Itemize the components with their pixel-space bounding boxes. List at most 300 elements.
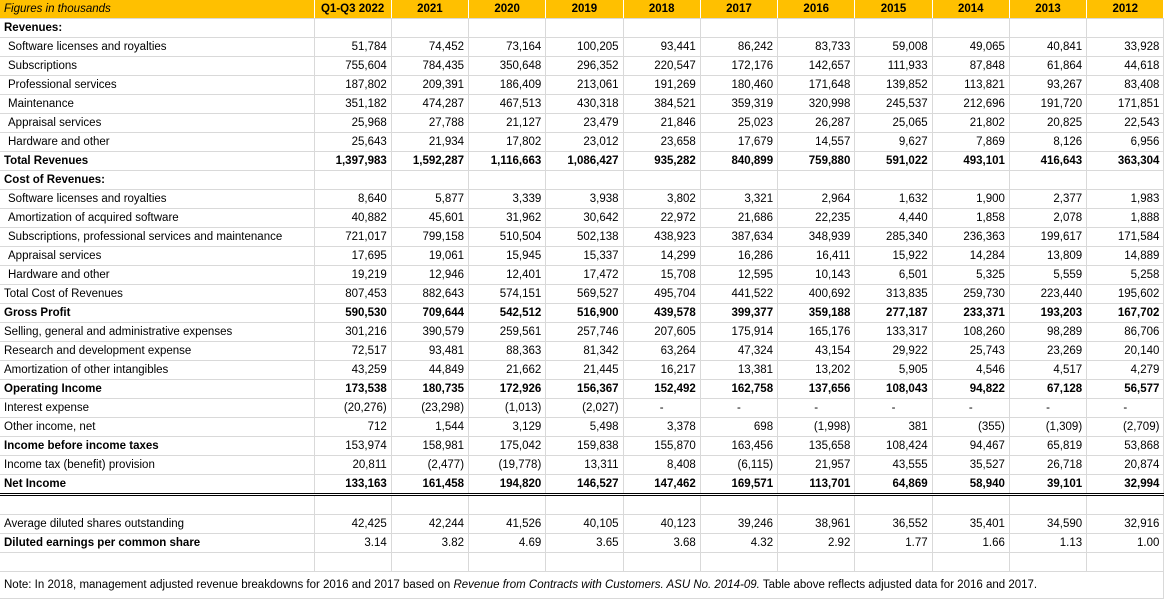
value-cell[interactable]: 33,928 — [1087, 38, 1164, 57]
value-cell[interactable]: 186,409 — [469, 76, 546, 95]
value-cell[interactable]: 83,408 — [1087, 76, 1164, 95]
value-cell[interactable]: 351,182 — [314, 95, 391, 114]
value-cell[interactable]: 98,289 — [1009, 323, 1086, 342]
value-cell[interactable] — [778, 553, 855, 572]
value-cell[interactable] — [855, 19, 932, 38]
value-cell[interactable]: 74,452 — [391, 38, 468, 57]
value-cell[interactable]: 51,784 — [314, 38, 391, 57]
value-cell[interactable]: 158,981 — [391, 437, 468, 456]
value-cell[interactable]: 53,868 — [1087, 437, 1164, 456]
value-cell[interactable]: 8,408 — [623, 456, 700, 475]
value-cell[interactable]: 721,017 — [314, 228, 391, 247]
value-cell[interactable]: 27,788 — [391, 114, 468, 133]
value-cell[interactable]: (1,309) — [1009, 418, 1086, 437]
value-cell[interactable]: 42,425 — [314, 515, 391, 534]
value-cell[interactable]: 8,126 — [1009, 133, 1086, 152]
value-cell[interactable]: 34,590 — [1009, 515, 1086, 534]
row-label[interactable]: Revenues: — [0, 19, 314, 38]
value-cell[interactable]: 44,618 — [1087, 57, 1164, 76]
value-cell[interactable]: 359,188 — [778, 304, 855, 323]
value-cell[interactable]: 799,158 — [391, 228, 468, 247]
value-cell[interactable]: 3,378 — [623, 418, 700, 437]
value-cell[interactable] — [391, 19, 468, 38]
value-cell[interactable]: 45,601 — [391, 209, 468, 228]
value-cell[interactable]: 175,914 — [700, 323, 777, 342]
value-cell[interactable]: (1,998) — [778, 418, 855, 437]
value-cell[interactable] — [314, 19, 391, 38]
value-cell[interactable]: 6,501 — [855, 266, 932, 285]
row-label[interactable]: Software licenses and royalties — [0, 190, 314, 209]
value-cell[interactable]: 400,692 — [778, 285, 855, 304]
value-cell[interactable]: 72,517 — [314, 342, 391, 361]
row-label[interactable]: Hardware and other — [0, 266, 314, 285]
value-cell[interactable]: 43,259 — [314, 361, 391, 380]
value-cell[interactable]: 223,440 — [1009, 285, 1086, 304]
row-label[interactable]: Appraisal services — [0, 114, 314, 133]
value-cell[interactable]: 236,363 — [932, 228, 1009, 247]
row-label[interactable]: Cost of Revenues: — [0, 171, 314, 190]
value-cell[interactable]: 1,592,287 — [391, 152, 468, 171]
value-cell[interactable] — [1087, 495, 1164, 515]
value-cell[interactable]: 5,325 — [932, 266, 1009, 285]
value-cell[interactable]: 81,342 — [546, 342, 623, 361]
value-cell[interactable]: 171,648 — [778, 76, 855, 95]
value-cell[interactable]: 56,577 — [1087, 380, 1164, 399]
value-cell[interactable]: 22,543 — [1087, 114, 1164, 133]
value-cell[interactable]: 19,219 — [314, 266, 391, 285]
value-cell[interactable]: 8,640 — [314, 190, 391, 209]
value-cell[interactable]: 17,695 — [314, 247, 391, 266]
value-cell[interactable]: 65,819 — [1009, 437, 1086, 456]
row-label[interactable]: Maintenance — [0, 95, 314, 114]
value-cell[interactable]: 3.68 — [623, 534, 700, 553]
value-cell[interactable]: 9,627 — [855, 133, 932, 152]
value-cell[interactable]: 1,888 — [1087, 209, 1164, 228]
value-cell[interactable]: 17,802 — [469, 133, 546, 152]
value-cell[interactable]: 58,940 — [932, 475, 1009, 495]
value-cell[interactable]: 191,269 — [623, 76, 700, 95]
value-cell[interactable]: 4,546 — [932, 361, 1009, 380]
value-cell[interactable]: 3,802 — [623, 190, 700, 209]
value-cell[interactable]: 1,086,427 — [546, 152, 623, 171]
value-cell[interactable]: (20,276) — [314, 399, 391, 418]
row-label[interactable]: Average diluted shares outstanding — [0, 515, 314, 534]
value-cell[interactable]: 350,648 — [469, 57, 546, 76]
value-cell[interactable]: 495,704 — [623, 285, 700, 304]
value-cell[interactable]: 390,579 — [391, 323, 468, 342]
value-cell[interactable]: 1.00 — [1087, 534, 1164, 553]
value-cell[interactable]: 21,957 — [778, 456, 855, 475]
value-cell[interactable]: 21,445 — [546, 361, 623, 380]
value-cell[interactable]: 73,164 — [469, 38, 546, 57]
value-cell[interactable]: 135,658 — [778, 437, 855, 456]
value-cell[interactable]: 14,557 — [778, 133, 855, 152]
value-cell[interactable]: 4.69 — [469, 534, 546, 553]
value-cell[interactable]: 83,733 — [778, 38, 855, 57]
row-label[interactable]: Interest expense — [0, 399, 314, 418]
value-cell[interactable] — [1087, 553, 1164, 572]
value-cell[interactable]: (23,298) — [391, 399, 468, 418]
value-cell[interactable]: 416,643 — [1009, 152, 1086, 171]
row-label[interactable]: Appraisal services — [0, 247, 314, 266]
row-label[interactable]: Selling, general and administrative expenses — [0, 323, 314, 342]
value-cell[interactable]: 5,905 — [855, 361, 932, 380]
year-header[interactable]: 2015 — [855, 0, 932, 19]
value-cell[interactable]: 3,938 — [546, 190, 623, 209]
value-cell[interactable]: 430,318 — [546, 95, 623, 114]
value-cell[interactable]: 935,282 — [623, 152, 700, 171]
row-label[interactable]: Subscriptions — [0, 57, 314, 76]
value-cell[interactable]: 22,235 — [778, 209, 855, 228]
value-cell[interactable] — [391, 171, 468, 190]
row-label[interactable]: Research and development expense — [0, 342, 314, 361]
row-label[interactable] — [0, 495, 314, 515]
value-cell[interactable]: 363,304 — [1087, 152, 1164, 171]
value-cell[interactable]: 7,869 — [932, 133, 1009, 152]
value-cell[interactable]: 171,584 — [1087, 228, 1164, 247]
value-cell[interactable]: 213,061 — [546, 76, 623, 95]
value-cell[interactable]: 20,874 — [1087, 456, 1164, 475]
value-cell[interactable] — [546, 553, 623, 572]
value-cell[interactable]: 23,012 — [546, 133, 623, 152]
row-label[interactable]: Professional services — [0, 76, 314, 95]
value-cell[interactable] — [623, 495, 700, 515]
value-cell[interactable]: 590,530 — [314, 304, 391, 323]
value-cell[interactable] — [469, 553, 546, 572]
value-cell[interactable]: 25,743 — [932, 342, 1009, 361]
value-cell[interactable]: - — [932, 399, 1009, 418]
value-cell[interactable]: 1,632 — [855, 190, 932, 209]
value-cell[interactable]: 2,078 — [1009, 209, 1086, 228]
value-cell[interactable]: 2,377 — [1009, 190, 1086, 209]
row-label[interactable]: Amortization of other intangibles — [0, 361, 314, 380]
value-cell[interactable]: 23,269 — [1009, 342, 1086, 361]
value-cell[interactable]: 93,267 — [1009, 76, 1086, 95]
value-cell[interactable]: 399,377 — [700, 304, 777, 323]
value-cell[interactable]: 15,337 — [546, 247, 623, 266]
value-cell[interactable]: 108,260 — [932, 323, 1009, 342]
row-label[interactable]: Gross Profit — [0, 304, 314, 323]
value-cell[interactable] — [700, 553, 777, 572]
value-cell[interactable] — [778, 171, 855, 190]
value-cell[interactable]: - — [778, 399, 855, 418]
value-cell[interactable]: 162,758 — [700, 380, 777, 399]
row-label[interactable]: Operating Income — [0, 380, 314, 399]
value-cell[interactable]: 21,662 — [469, 361, 546, 380]
value-cell[interactable]: 147,462 — [623, 475, 700, 495]
row-label[interactable]: Software licenses and royalties — [0, 38, 314, 57]
row-label[interactable] — [0, 553, 314, 572]
value-cell[interactable]: 86,242 — [700, 38, 777, 57]
value-cell[interactable] — [1009, 495, 1086, 515]
value-cell[interactable]: 146,527 — [546, 475, 623, 495]
value-cell[interactable]: 156,367 — [546, 380, 623, 399]
value-cell[interactable]: 807,453 — [314, 285, 391, 304]
value-cell[interactable]: 6,956 — [1087, 133, 1164, 152]
value-cell[interactable] — [855, 495, 932, 515]
value-cell[interactable]: 32,994 — [1087, 475, 1164, 495]
value-cell[interactable]: 180,735 — [391, 380, 468, 399]
value-cell[interactable]: 285,340 — [855, 228, 932, 247]
value-cell[interactable]: 1,397,983 — [314, 152, 391, 171]
value-cell[interactable]: 16,411 — [778, 247, 855, 266]
value-cell[interactable]: 113,821 — [932, 76, 1009, 95]
row-label[interactable]: Total Cost of Revenues — [0, 285, 314, 304]
value-cell[interactable] — [546, 19, 623, 38]
value-cell[interactable]: 39,246 — [700, 515, 777, 534]
value-cell[interactable]: 165,176 — [778, 323, 855, 342]
value-cell[interactable]: 439,578 — [623, 304, 700, 323]
row-label[interactable]: Net Income — [0, 475, 314, 495]
value-cell[interactable]: 32,916 — [1087, 515, 1164, 534]
value-cell[interactable]: 21,802 — [932, 114, 1009, 133]
row-label[interactable]: Income before income taxes — [0, 437, 314, 456]
value-cell[interactable]: 137,656 — [778, 380, 855, 399]
value-cell[interactable]: 199,617 — [1009, 228, 1086, 247]
value-cell[interactable] — [623, 19, 700, 38]
value-cell[interactable]: 13,202 — [778, 361, 855, 380]
value-cell[interactable]: 23,479 — [546, 114, 623, 133]
value-cell[interactable] — [391, 553, 468, 572]
value-cell[interactable]: 1,544 — [391, 418, 468, 437]
value-cell[interactable]: 2.92 — [778, 534, 855, 553]
value-cell[interactable]: 784,435 — [391, 57, 468, 76]
value-cell[interactable]: 40,105 — [546, 515, 623, 534]
value-cell[interactable]: 569,527 — [546, 285, 623, 304]
value-cell[interactable]: 1.77 — [855, 534, 932, 553]
value-cell[interactable]: 194,820 — [469, 475, 546, 495]
value-cell[interactable]: 42,244 — [391, 515, 468, 534]
value-cell[interactable]: 193,203 — [1009, 304, 1086, 323]
value-cell[interactable]: 36,552 — [855, 515, 932, 534]
value-cell[interactable]: 1.66 — [932, 534, 1009, 553]
value-cell[interactable]: 209,391 — [391, 76, 468, 95]
value-cell[interactable]: 233,371 — [932, 304, 1009, 323]
value-cell[interactable]: 21,127 — [469, 114, 546, 133]
value-cell[interactable]: 133,317 — [855, 323, 932, 342]
value-cell[interactable]: - — [1009, 399, 1086, 418]
value-cell[interactable]: 41,526 — [469, 515, 546, 534]
value-cell[interactable]: 152,492 — [623, 380, 700, 399]
value-cell[interactable]: 313,835 — [855, 285, 932, 304]
row-label[interactable]: Subscriptions, professional services and maintenance — [0, 228, 314, 247]
value-cell[interactable] — [700, 19, 777, 38]
value-cell[interactable]: 14,299 — [623, 247, 700, 266]
row-label[interactable]: Diluted earnings per common share — [0, 534, 314, 553]
value-cell[interactable] — [1009, 171, 1086, 190]
value-cell[interactable]: 1,900 — [932, 190, 1009, 209]
value-cell[interactable]: 23,658 — [623, 133, 700, 152]
value-cell[interactable]: 14,889 — [1087, 247, 1164, 266]
value-cell[interactable]: 574,151 — [469, 285, 546, 304]
value-cell[interactable]: (2,709) — [1087, 418, 1164, 437]
value-cell[interactable]: 88,363 — [469, 342, 546, 361]
value-cell[interactable] — [391, 495, 468, 515]
value-cell[interactable]: (1,013) — [469, 399, 546, 418]
year-header[interactable]: 2013 — [1009, 0, 1086, 19]
value-cell[interactable]: 49,065 — [932, 38, 1009, 57]
value-cell[interactable]: 4,279 — [1087, 361, 1164, 380]
value-cell[interactable]: 111,933 — [855, 57, 932, 76]
value-cell[interactable]: - — [623, 399, 700, 418]
value-cell[interactable]: 20,140 — [1087, 342, 1164, 361]
value-cell[interactable]: 44,849 — [391, 361, 468, 380]
value-cell[interactable]: 93,481 — [391, 342, 468, 361]
value-cell[interactable]: 180,460 — [700, 76, 777, 95]
value-cell[interactable]: (6,115) — [700, 456, 777, 475]
value-cell[interactable]: 43,154 — [778, 342, 855, 361]
value-cell[interactable]: 591,022 — [855, 152, 932, 171]
value-cell[interactable]: 5,559 — [1009, 266, 1086, 285]
value-cell[interactable] — [855, 553, 932, 572]
value-cell[interactable]: 5,498 — [546, 418, 623, 437]
value-cell[interactable]: 759,880 — [778, 152, 855, 171]
value-cell[interactable]: - — [700, 399, 777, 418]
value-cell[interactable]: 3,339 — [469, 190, 546, 209]
value-cell[interactable] — [469, 171, 546, 190]
value-cell[interactable]: 474,287 — [391, 95, 468, 114]
value-cell[interactable]: 25,968 — [314, 114, 391, 133]
year-header[interactable]: 2017 — [700, 0, 777, 19]
value-cell[interactable]: - — [855, 399, 932, 418]
value-cell[interactable]: 220,547 — [623, 57, 700, 76]
value-cell[interactable]: 1,858 — [932, 209, 1009, 228]
value-cell[interactable]: 39,101 — [1009, 475, 1086, 495]
year-header[interactable]: Q1-Q3 2022 — [314, 0, 391, 19]
value-cell[interactable]: 17,679 — [700, 133, 777, 152]
row-label[interactable]: Hardware and other — [0, 133, 314, 152]
value-cell[interactable] — [932, 19, 1009, 38]
value-cell[interactable]: 195,602 — [1087, 285, 1164, 304]
value-cell[interactable]: 516,900 — [546, 304, 623, 323]
value-cell[interactable]: 172,926 — [469, 380, 546, 399]
value-cell[interactable]: 502,138 — [546, 228, 623, 247]
value-cell[interactable] — [1009, 19, 1086, 38]
year-header[interactable]: 2021 — [391, 0, 468, 19]
value-cell[interactable] — [469, 19, 546, 38]
value-cell[interactable]: 296,352 — [546, 57, 623, 76]
value-cell[interactable]: 64,869 — [855, 475, 932, 495]
value-cell[interactable]: 155,870 — [623, 437, 700, 456]
value-cell[interactable]: 15,945 — [469, 247, 546, 266]
value-cell[interactable]: 1,983 — [1087, 190, 1164, 209]
value-cell[interactable]: 5,877 — [391, 190, 468, 209]
value-cell[interactable]: 3,321 — [700, 190, 777, 209]
year-header[interactable]: 2014 — [932, 0, 1009, 19]
value-cell[interactable] — [1087, 171, 1164, 190]
value-cell[interactable]: 171,851 — [1087, 95, 1164, 114]
value-cell[interactable] — [314, 553, 391, 572]
value-cell[interactable] — [1087, 19, 1164, 38]
value-cell[interactable]: 187,802 — [314, 76, 391, 95]
value-cell[interactable]: 12,595 — [700, 266, 777, 285]
value-cell[interactable]: 348,939 — [778, 228, 855, 247]
year-header[interactable]: 2019 — [546, 0, 623, 19]
value-cell[interactable]: 387,634 — [700, 228, 777, 247]
value-cell[interactable] — [778, 495, 855, 515]
value-cell[interactable]: 359,319 — [700, 95, 777, 114]
value-cell[interactable]: 493,101 — [932, 152, 1009, 171]
value-cell[interactable]: 159,838 — [546, 437, 623, 456]
value-cell[interactable] — [314, 495, 391, 515]
value-cell[interactable]: 3.65 — [546, 534, 623, 553]
value-cell[interactable]: 698 — [700, 418, 777, 437]
value-cell[interactable]: 26,287 — [778, 114, 855, 133]
value-cell[interactable]: 12,946 — [391, 266, 468, 285]
value-cell[interactable]: 542,512 — [469, 304, 546, 323]
value-cell[interactable]: 16,286 — [700, 247, 777, 266]
value-cell[interactable]: (355) — [932, 418, 1009, 437]
value-cell[interactable]: 40,841 — [1009, 38, 1086, 57]
value-cell[interactable]: 384,521 — [623, 95, 700, 114]
value-cell[interactable] — [469, 495, 546, 515]
value-cell[interactable]: 21,686 — [700, 209, 777, 228]
value-cell[interactable] — [932, 495, 1009, 515]
value-cell[interactable]: 94,822 — [932, 380, 1009, 399]
value-cell[interactable]: - — [1087, 399, 1164, 418]
value-cell[interactable]: 87,848 — [932, 57, 1009, 76]
row-label[interactable]: Income tax (benefit) provision — [0, 456, 314, 475]
value-cell[interactable]: 108,424 — [855, 437, 932, 456]
value-cell[interactable]: 38,961 — [778, 515, 855, 534]
value-cell[interactable]: 40,882 — [314, 209, 391, 228]
value-cell[interactable]: 2,964 — [778, 190, 855, 209]
value-cell[interactable]: 35,527 — [932, 456, 1009, 475]
year-header[interactable]: 2020 — [469, 0, 546, 19]
footnote[interactable] — [0, 572, 1164, 599]
value-cell[interactable]: 441,522 — [700, 285, 777, 304]
value-cell[interactable] — [855, 171, 932, 190]
value-cell[interactable]: 161,458 — [391, 475, 468, 495]
value-cell[interactable]: 245,537 — [855, 95, 932, 114]
year-header[interactable]: 2016 — [778, 0, 855, 19]
value-cell[interactable]: 755,604 — [314, 57, 391, 76]
year-header[interactable]: 2012 — [1087, 0, 1164, 19]
value-cell[interactable] — [546, 495, 623, 515]
value-cell[interactable]: 169,571 — [700, 475, 777, 495]
value-cell[interactable]: 3.82 — [391, 534, 468, 553]
value-cell[interactable]: 20,825 — [1009, 114, 1086, 133]
value-cell[interactable]: 438,923 — [623, 228, 700, 247]
value-cell[interactable]: 13,381 — [700, 361, 777, 380]
value-cell[interactable]: 142,657 — [778, 57, 855, 76]
value-cell[interactable]: 29,922 — [855, 342, 932, 361]
value-cell[interactable]: 153,974 — [314, 437, 391, 456]
value-cell[interactable]: 320,998 — [778, 95, 855, 114]
value-cell[interactable]: (2,477) — [391, 456, 468, 475]
value-cell[interactable]: 10,143 — [778, 266, 855, 285]
value-cell[interactable]: 59,008 — [855, 38, 932, 57]
value-cell[interactable]: 22,972 — [623, 209, 700, 228]
value-cell[interactable] — [932, 171, 1009, 190]
value-cell[interactable]: 31,962 — [469, 209, 546, 228]
value-cell[interactable]: 67,128 — [1009, 380, 1086, 399]
value-cell[interactable]: 3,129 — [469, 418, 546, 437]
value-cell[interactable]: 16,217 — [623, 361, 700, 380]
value-cell[interactable]: 14,284 — [932, 247, 1009, 266]
value-cell[interactable]: (19,778) — [469, 456, 546, 475]
value-cell[interactable]: 4.32 — [700, 534, 777, 553]
units-label[interactable]: Figures in thousands — [0, 0, 314, 19]
value-cell[interactable]: 1,116,663 — [469, 152, 546, 171]
value-cell[interactable]: 510,504 — [469, 228, 546, 247]
year-header[interactable]: 2018 — [623, 0, 700, 19]
value-cell[interactable]: 1.13 — [1009, 534, 1086, 553]
value-cell[interactable] — [700, 171, 777, 190]
value-cell[interactable]: 25,065 — [855, 114, 932, 133]
value-cell[interactable]: 163,456 — [700, 437, 777, 456]
value-cell[interactable]: 191,720 — [1009, 95, 1086, 114]
